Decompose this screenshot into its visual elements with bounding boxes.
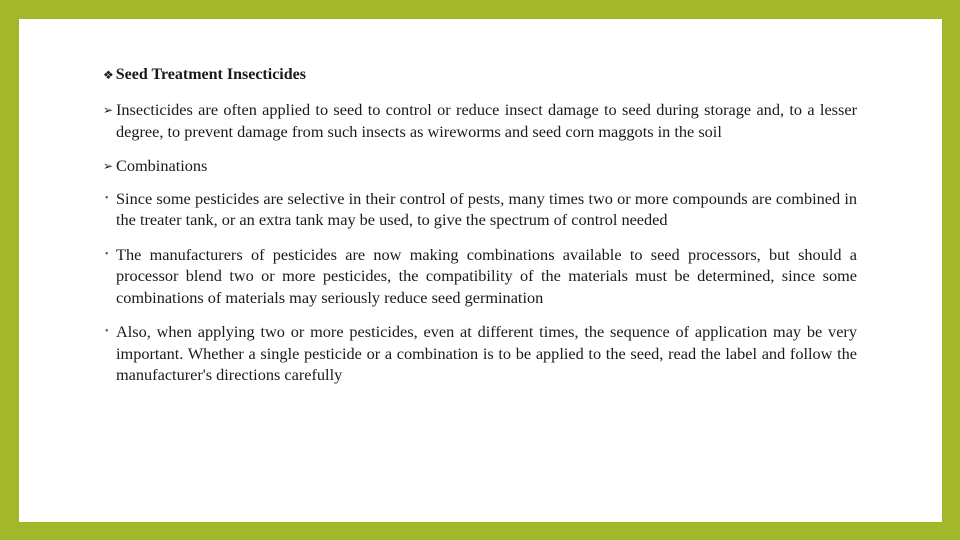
slide-content <box>103 65 857 399</box>
arrow-bullet-icon: ➢ <box>103 159 114 173</box>
list-item <box>103 99 857 142</box>
list-item <box>103 244 857 309</box>
list-item <box>103 188 857 231</box>
dot-bullet-icon: • <box>105 248 109 260</box>
list-item-text: Insecticides are often applied to seed to control or reduce insect damage to seed during storage and, to a lesser degree, to prevent damage from such insects as wireworms and seed corn maggots in the soil <box>116 100 857 141</box>
dot-bullet-icon: • <box>105 326 109 337</box>
list-item-text: Since some pesticides are selective in their control of pests, many times two or more compounds are combined in the treater tank, or an extra tank may be used, to give the spectrum of control needed <box>116 188 857 229</box>
list-item <box>103 321 857 386</box>
list-item-text: The manufacturers of pesticides are now making combinations available to seed processors, but should a processor blend two or more pesticides, the compatibility of the materials must be determined, since some combinations of materials may seriously reduce seed germination <box>116 244 857 307</box>
list-item-text: Combinations <box>116 156 208 175</box>
list-item <box>103 155 857 177</box>
dot-bullet-icon: • <box>105 192 109 204</box>
slide-heading <box>103 65 857 85</box>
list-item-text: Also, when applying two or more pesticides, even at different times, the sequence of application may be very important. Whether a single pesticide or a combination is to be applied to the seed, read the label and follow the manufacturer's directions carefully <box>116 322 857 384</box>
diamond-bullet-icon: ❖ <box>103 68 114 82</box>
slide-canvas <box>19 19 942 522</box>
arrow-bullet-icon: ➢ <box>103 103 114 117</box>
heading-text: Seed Treatment Insecticides <box>115 66 306 83</box>
